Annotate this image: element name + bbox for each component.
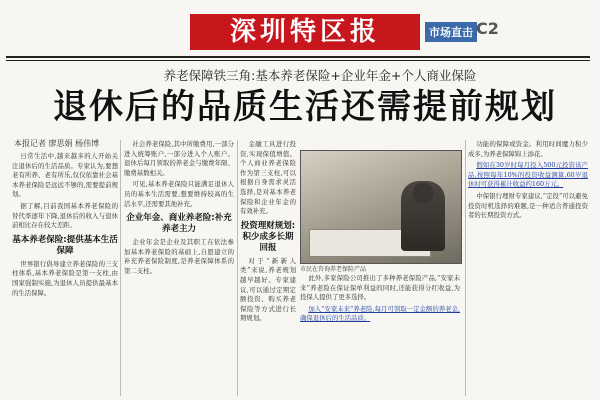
paragraph: 中保银行理财专家建议,“定投”可以避免投资时机选择的难题,是一种适合普通投资者的长期投资方式。 (468, 191, 588, 220)
paragraph: 社会养老保险,其中所缴费用,一部分进入统筹账户,一部分进入个人账户。退休后每月领取的养老金与缴费年限、缴费基数相关。 (124, 140, 234, 177)
subheading: 基本养老保险:提供基本生活保障 (12, 234, 118, 256)
highlighted-paragraph: 假如在30岁时每月投入500元投资该产品,按照每年10%的投资收益测算,60岁退休时可获得累计收益约160万元。 (468, 161, 588, 189)
article-column-2 (124, 140, 234, 396)
section-tag: 市场直击 (425, 22, 477, 42)
subheading: 企业年金、商业养老险:补充养老主力 (126, 213, 232, 235)
article-byline: 本报记者 廖思娟 杨伟博 (14, 139, 100, 148)
paragraph: 对于“新新人类”来说,养老规划越早越好。专家建议,可以通过定期定额投资、购买养老保险等方式进行长期规划。 (240, 256, 296, 323)
paragraph: 金融工具进行投资,实现保值增值。个人商业养老保险作为第三支柱,可以根据自身需求灵活选择,是对基本养老保险和企业年金的有效补充。 (240, 140, 296, 216)
article-photo (300, 150, 462, 264)
paragraph: 企业年金是企业及其职工在依法参加基本养老保险的基础上,自愿建立的补充养老保险制度,是养老保障体系的第二支柱。 (124, 238, 234, 275)
paragraph: 功能的保障或资金。利用时间魔力积少成多,为养老保障锦上添花。 (468, 140, 588, 158)
page-number: C2 (476, 19, 499, 38)
photo-caption: 市民在咨询养老保险产品 (300, 266, 367, 273)
article-column-4 (300, 274, 460, 396)
paragraph: 日常生活中,越来越多的人开始关注退休后的生活品质。专家认为,要想老有所养、老有所乐,仅仅依靠社会基本养老保险是远远不够的,需要提前规划。 (12, 152, 118, 199)
column-divider (237, 140, 238, 396)
column-divider (120, 140, 121, 396)
article-kicker: 养老保障铁三角:基本养老保险+企业年金+个人商业保险 (163, 68, 477, 83)
photo-person (401, 181, 445, 251)
paragraph: 据了解,目前我国基本养老保险的替代率逐年下降,退休后的收入与退休前相比存在较大差距。 (12, 201, 118, 230)
paragraph: 可见,基本养老保险只能满足退休人员的基本生活需要,想要维持较高的生活水平,还需要其他补充。 (124, 180, 234, 208)
paragraph: 此外,多家保险公司推出了多种养老保险产品,“安家未来”养老险在保证保单利益的同时,还能获得分红收益,为投保人提供了更多选择。 (300, 274, 460, 302)
highlighted-paragraph: 加入“安家未来”养老险,每月可领取一定金额的养老金,确保退休后的生活品质。 (300, 304, 460, 323)
subheading: 投资理财规划:积少成多长期回报 (240, 220, 296, 253)
header-rule-thin (6, 60, 590, 61)
column-divider (465, 140, 466, 396)
paragraph: 世界银行倡导建立养老保险的三支柱体系,基本养老保险是第一支柱,由国家强制实施,为退休人员提供最基本的生活保障。 (12, 259, 118, 297)
newspaper-masthead: 深圳特区报 (190, 14, 420, 50)
header-rule (6, 56, 590, 58)
article-headline: 退休后的品质生活还需提前规划 (53, 87, 557, 127)
article-column-1 (12, 152, 118, 396)
article-column-3 (240, 140, 296, 396)
article-column-5 (468, 140, 588, 396)
